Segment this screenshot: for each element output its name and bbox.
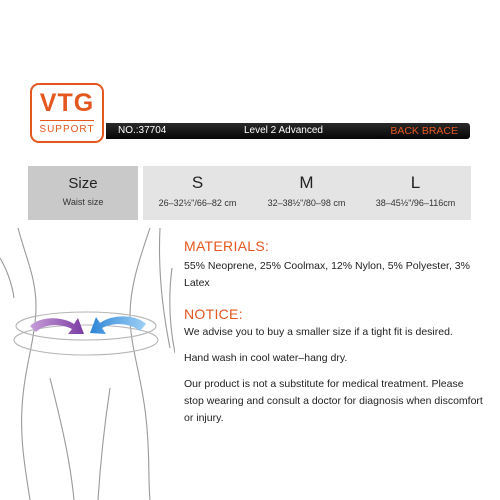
- logo-divider: [40, 120, 94, 121]
- materials-text: 55% Neoprene, 25% Coolmax, 12% Nylon, 5% Polyester, 3% Latex: [184, 260, 470, 289]
- size-subtitle: Waist size: [62, 197, 104, 207]
- size-table: [143, 166, 471, 220]
- notice-heading: NOTICE:: [184, 306, 243, 322]
- logo-sub-text: SUPPORT: [39, 124, 95, 135]
- size-range: 32–38½"/80–98 cm: [267, 198, 346, 208]
- measure-arrow-blue-icon: [90, 316, 146, 334]
- materials-heading: MATERIALS:: [184, 238, 270, 254]
- size-column-l: [361, 166, 470, 220]
- size-column-m: [252, 166, 361, 220]
- vtg-logo: [30, 83, 104, 143]
- size-range: 38–45½"/96–116cm: [375, 198, 456, 208]
- product-name: BACK BRACE: [390, 125, 458, 137]
- size-title: Size: [68, 175, 98, 192]
- support-level: Level 2 Advanced: [244, 125, 323, 136]
- size-letter: L: [410, 173, 421, 192]
- product-header-bar: [106, 123, 470, 139]
- size-column-s: [143, 166, 252, 220]
- size-range: 26–32½"/66–82 cm: [158, 198, 237, 208]
- notice-size-advice: We advise you to buy a smaller size if a tight fit is desired.: [184, 326, 453, 338]
- body-outline-icon: [0, 228, 175, 500]
- notice-medical-disclaimer: Our product is not a substitute for medical treatment. Please stop wearing and consult a doctor for diagnosis when discomfort or injury.: [184, 378, 483, 424]
- size-letter: M: [299, 173, 314, 192]
- logo-brand-text: VTG: [39, 89, 95, 117]
- model-number: NO.:37704: [118, 125, 167, 136]
- size-label-box: [28, 166, 138, 220]
- size-letter: S: [191, 173, 204, 192]
- notice-wash-instructions: Hand wash in cool water–hang dry.: [184, 352, 348, 364]
- waist-measure-illustration: [0, 228, 175, 500]
